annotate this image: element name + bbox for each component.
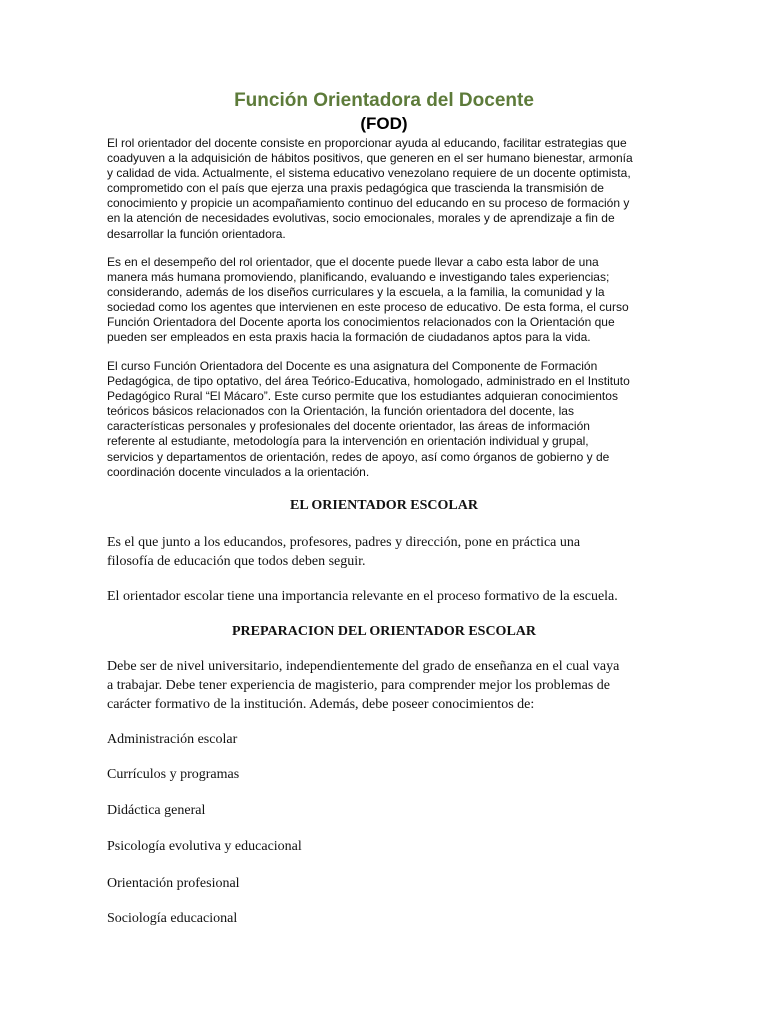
text-line: Es en el desempeño del rol orientador, que el docente puede llevar a cabo esta labor de una	[107, 255, 599, 269]
text-line: coadyuven a la adquisición de hábitos positivos, que generen en el ser humano bienestar, armonía	[107, 151, 633, 166]
paragraph-importancia	[107, 587, 677, 606]
text-line: referente al estudiante, metodología para la intervención en orientación individual y grupal,	[107, 434, 589, 449]
text-line: Función Orientadora del Docente aporta los conocimientos relacionados con la Orientación que	[107, 315, 615, 330]
text-line: filosofía de educación que todos deben seguir.	[107, 554, 366, 569]
text-line: conocimiento y propicie un acompañamiento continuo del educando en su proceso de formación y	[107, 196, 630, 211]
text-line: características personales y profesionales del docente orientador, las áreas de información	[107, 419, 590, 434]
text-line: Es el que junto a los educandos, profesores, padres y dirección, pone en práctica una	[107, 535, 581, 550]
text-line: comprometido con el país que ejerza una praxis pedagógica que trascienda la transmisión de	[107, 181, 604, 196]
list-item: Sociología educacional	[107, 911, 238, 926]
text-line: El orientador escolar tiene una importancia relevante en el proceso formativo de la escuela.	[107, 589, 618, 604]
text-line: El rol orientador del docente consiste en proporcionar ayuda al educando, facilitar estrategias que	[107, 136, 627, 150]
text-line: El curso Función Orientadora del Docente es una asignatura del Componente de Formación	[107, 359, 598, 373]
text-line: coordinación docente vinculados a la orientación.	[107, 464, 370, 479]
text-line: considerando, además de los diseños curriculares y la escuela, a la familia, la comunidad y la	[107, 285, 605, 300]
list-item: Didáctica general	[107, 803, 206, 818]
text-line: carácter formativo de la institución. Además, debe poseer conocimientos de:	[107, 697, 535, 712]
text-line: Pedagógico Rural “El Mácaro”. Este curso permite que los estudiantes adquieran conocimientos	[107, 389, 618, 404]
text-line: desarrollar la función orientadora.	[107, 226, 286, 241]
document-title: Función Orientadora del Docente	[234, 90, 534, 111]
list-item: Administración escolar	[107, 732, 238, 747]
list-item: Currículos y programas	[107, 767, 240, 782]
heading-preparacion: PREPARACION DEL ORIENTADOR ESCOLAR	[231, 624, 536, 639]
paragraph-orientador-definicion	[107, 533, 677, 571]
text-line: en la atención de necesidades evolutivas, socio emocionales, morales y de aprendizaje a fin de	[107, 211, 615, 226]
text-line: a trabajar. Debe tener experiencia de magisterio, para comprender mejor los problemas de	[107, 678, 610, 693]
document-subtitle: (FOD)	[360, 114, 408, 133]
list-item: Orientación profesional	[107, 876, 240, 891]
text-line: y calidad de vida. Actualmente, el sistema educativo venezolano requiere de un docente optimista,	[107, 166, 631, 181]
text-line: teóricos básicos relacionados con la Orientación, la función orientadora del docente, las	[107, 404, 574, 419]
paragraph-preparacion	[107, 657, 677, 714]
list-item: Psicología evolutiva y educacional	[107, 839, 302, 854]
heading-orientador-escolar: EL ORIENTADOR ESCOLAR	[289, 498, 478, 513]
text-line: Debe ser de nivel universitario, independientemente del grado de enseñanza en el cual vaya	[107, 659, 620, 674]
text-line: servicios y departamentos de orientación, redes de apoyo, así como órganos de gobierno y de	[107, 449, 610, 464]
text-line: pueden ser empleados en esta praxis hacia la formación de ciudadanos aptos para la vida.	[107, 330, 591, 345]
paragraph-rol-orientador	[107, 136, 667, 242]
text-line: Pedagógica, de tipo optativo, del área Teórico-Educativa, homologado, administrado en el Instituto	[107, 374, 630, 389]
paragraph-desempeno	[107, 255, 667, 346]
text-line: manera más humana promoviendo, planificando, evaluando e investigando tales experiencias;	[107, 270, 610, 285]
text-line: sociedad como los agentes que intervienen en este proceso de educativo. De esta forma, el curso	[107, 300, 629, 315]
paragraph-curso	[107, 359, 667, 480]
